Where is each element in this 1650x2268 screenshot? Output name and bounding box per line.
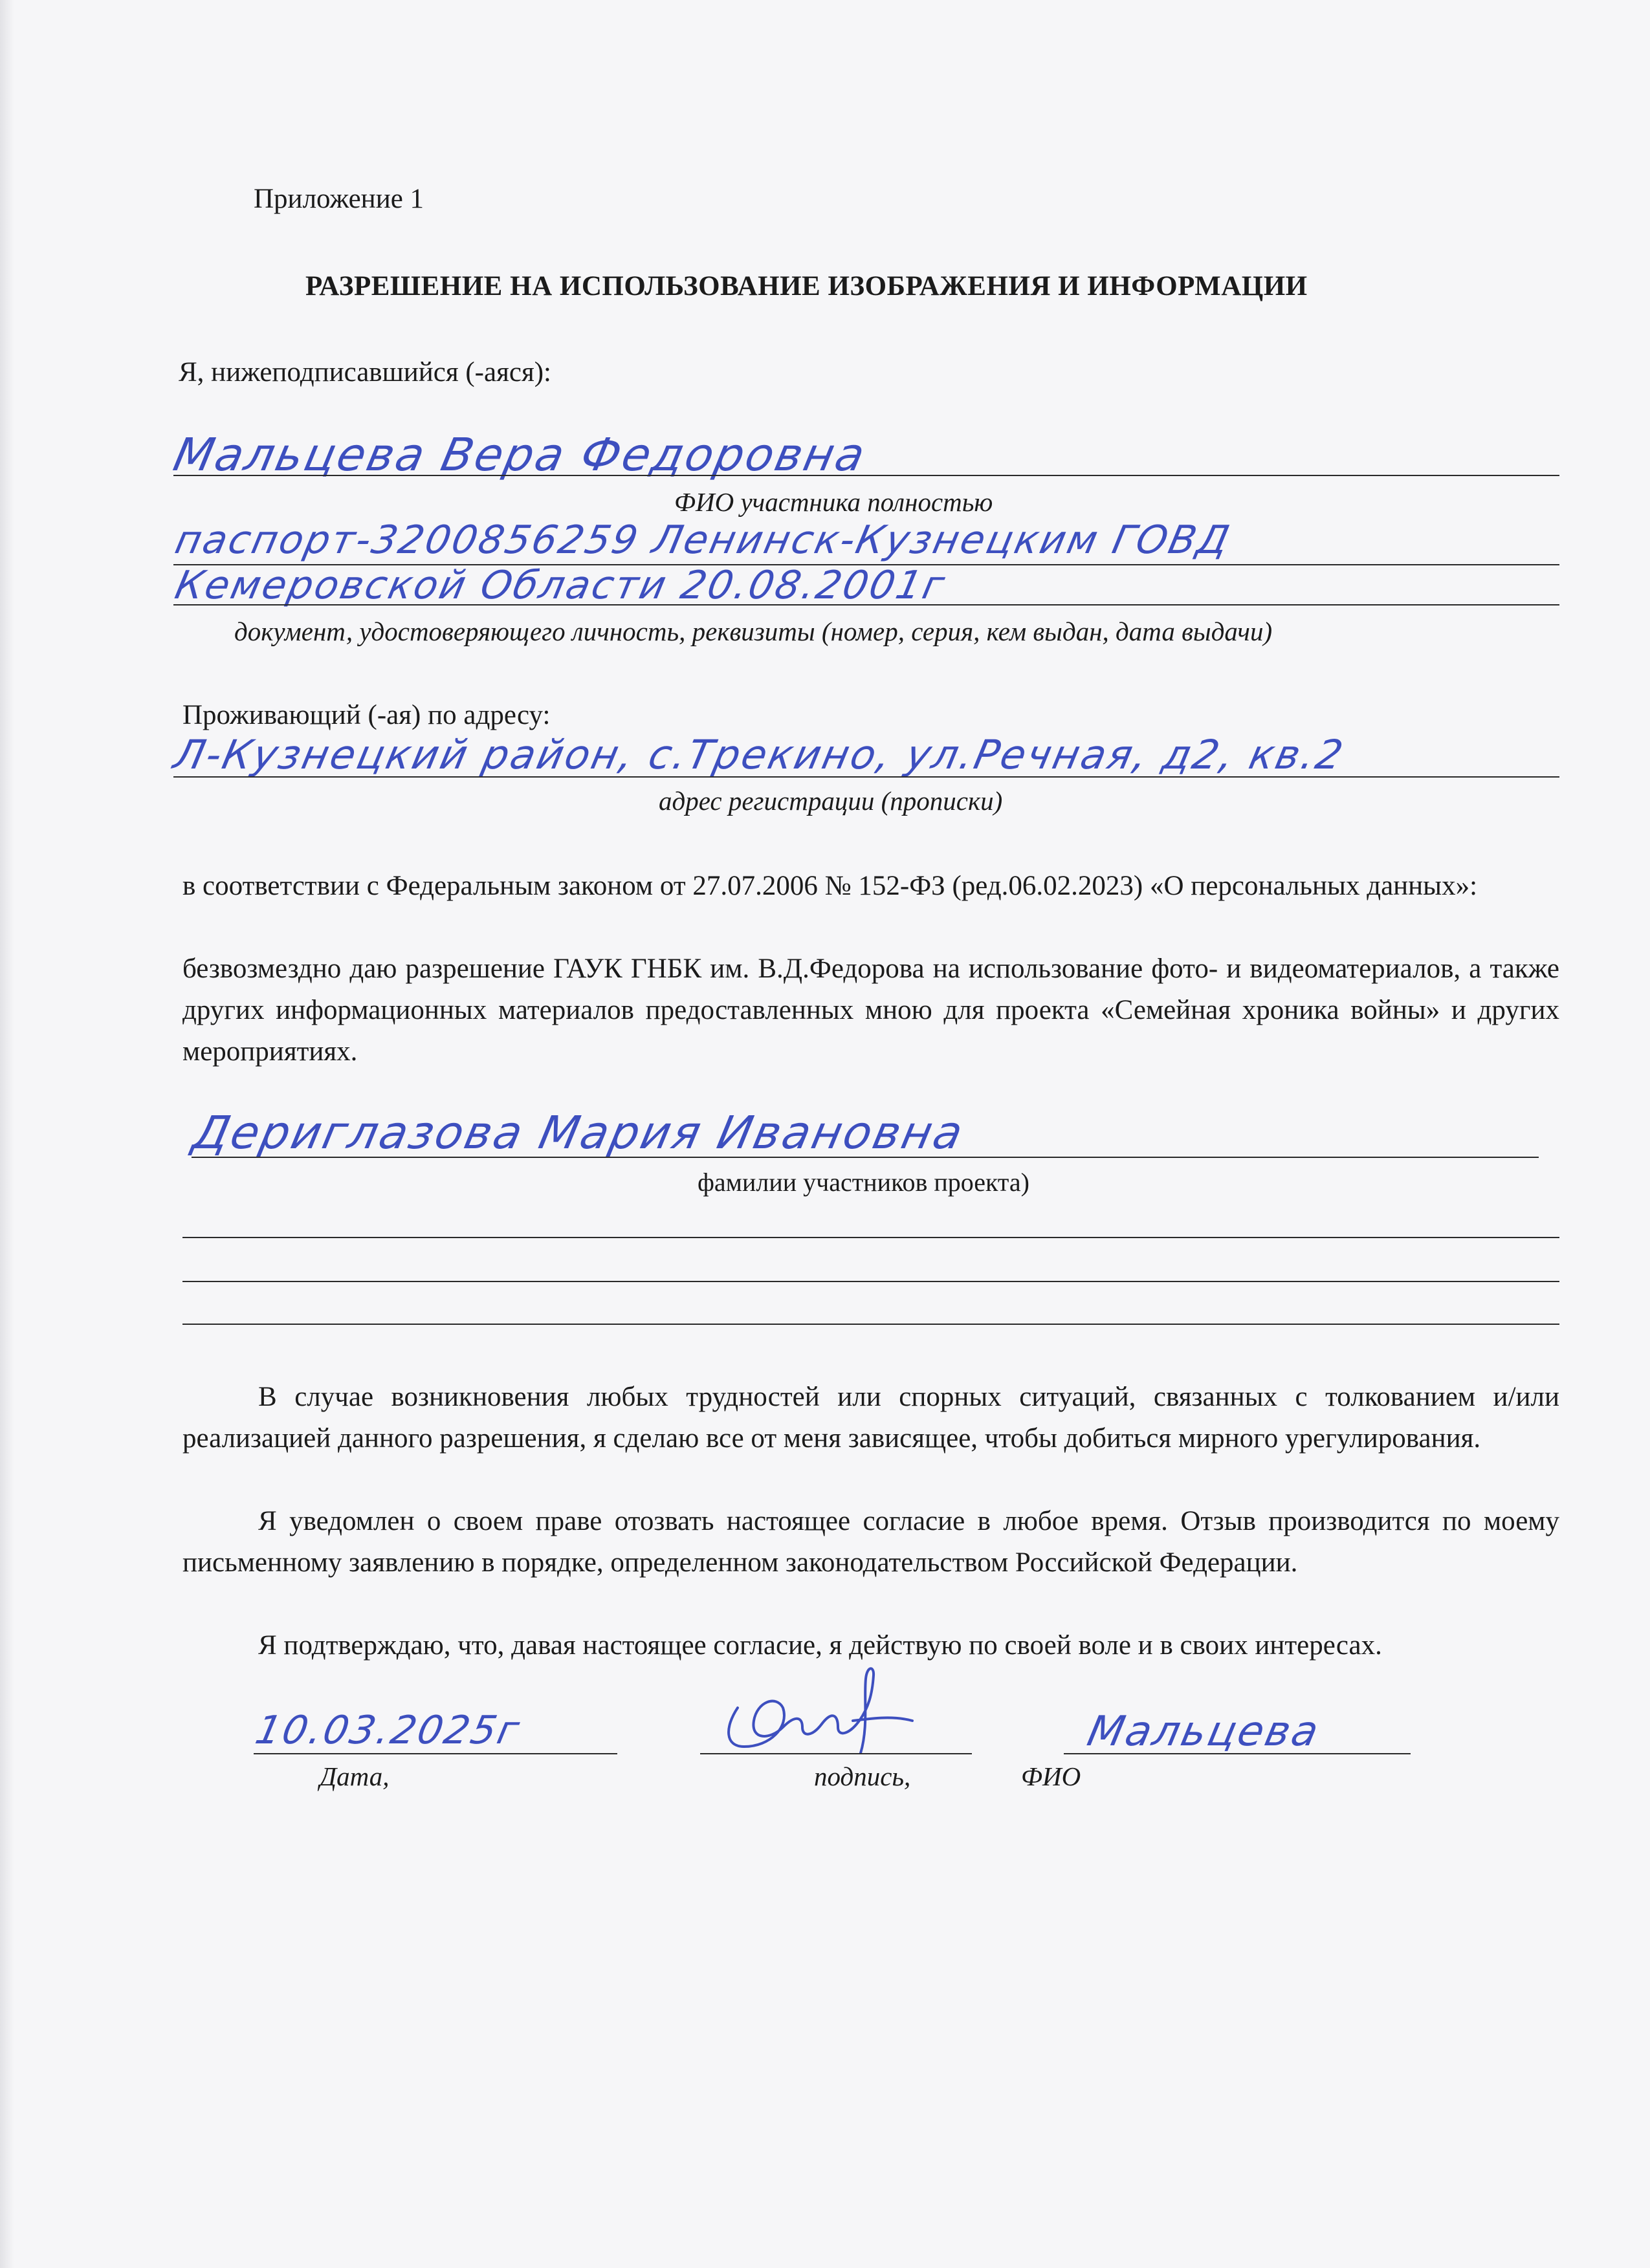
document-title: РАЗРЕШЕНИЕ НА ИСПОЛЬЗОВАНИЕ ИЗОБРАЖЕНИЯ И ИНФОРМАЦИИ (305, 271, 1308, 301)
law-text: в соответствии с Федеральным законом от 27.07.2006 № 152-ФЗ (ред.06.02.2023) «О персональных данных»: (182, 871, 1478, 901)
address-caption: адрес регистрации (прописки) (659, 786, 1003, 816)
document-line2-handwritten: Кемеровской Области 20.08.2001г (171, 563, 951, 608)
appendix-label: Приложение 1 (254, 184, 424, 214)
document-line2 (173, 604, 1559, 605)
project-participants-handwritten: Дериглазова Мария Ивановна (188, 1106, 969, 1159)
project-participants-caption: фамилии участников проекта) (698, 1168, 1029, 1197)
document-caption: документ, удостоверяющего личность, реквизиты (номер, серия, кем выдан, дата выдачи) (234, 616, 1273, 646)
fio-caption: ФИО (1021, 1761, 1081, 1791)
document-line1-handwritten: паспорт-3200856259 Ленинск-Кузнецким ГОВД (171, 518, 1235, 563)
fio-handwritten: Мальцева (1083, 1708, 1325, 1756)
date-caption: Дата, (320, 1761, 390, 1791)
blank-line-3 (182, 1324, 1559, 1325)
date-handwritten: 10.03.2025г (251, 1708, 525, 1753)
intro-text: Я, нижеподписавшийся (-аяся): (179, 357, 551, 387)
address-handwritten: Л-Кузнецкий район, с.Трекино, ул.Речная, д2, кв.2 (170, 731, 1349, 778)
paragraph-disputes: В случае возникновения любых трудностей или спорных ситуаций, связанных с толкованием и/или реализацией данного разрешения, я сделаю все от меня зависящее, чтобы добиться мирного урегулирования. (182, 1382, 1559, 1454)
blank-line-1 (182, 1237, 1559, 1238)
scan-edge-shadow (0, 0, 14, 2268)
participant-name-line (173, 475, 1559, 476)
participant-name-handwritten: Мальцева Вера Федоровна (169, 428, 872, 481)
paragraph-confirmation: Я подтверждаю, что, давая настоящее согласие, я действую по своей воле и в своих интересах. (258, 1630, 1382, 1661)
address-label: Проживающий (-ая) по адресу: (182, 700, 551, 730)
fio-line (1064, 1753, 1411, 1754)
project-participants-line (192, 1157, 1539, 1158)
address-line (173, 776, 1559, 778)
signature-image (699, 1656, 958, 1766)
signature-line (700, 1753, 972, 1754)
signature-caption: подпись, (814, 1761, 911, 1791)
blank-line-2 (182, 1281, 1559, 1282)
paragraph-revocation: Я уведомлен о своем праве отозвать настоящее согласие в любое время. Отзыв производится по моему письменному заявлению в порядке, определенном законодательством Российской Федерации. (182, 1506, 1559, 1578)
participant-name-caption: ФИО участника полностью (674, 487, 993, 517)
permission-text: безвозмездно даю разрешение ГАУК ГНБК им. В.Д.Федорова на использование фото- и видеоматериалов, а также других информационных материалов предоставленных мною для проекта «Семейная хроника войны» и других мероприятиях. (182, 954, 1559, 1067)
date-line (254, 1753, 617, 1754)
